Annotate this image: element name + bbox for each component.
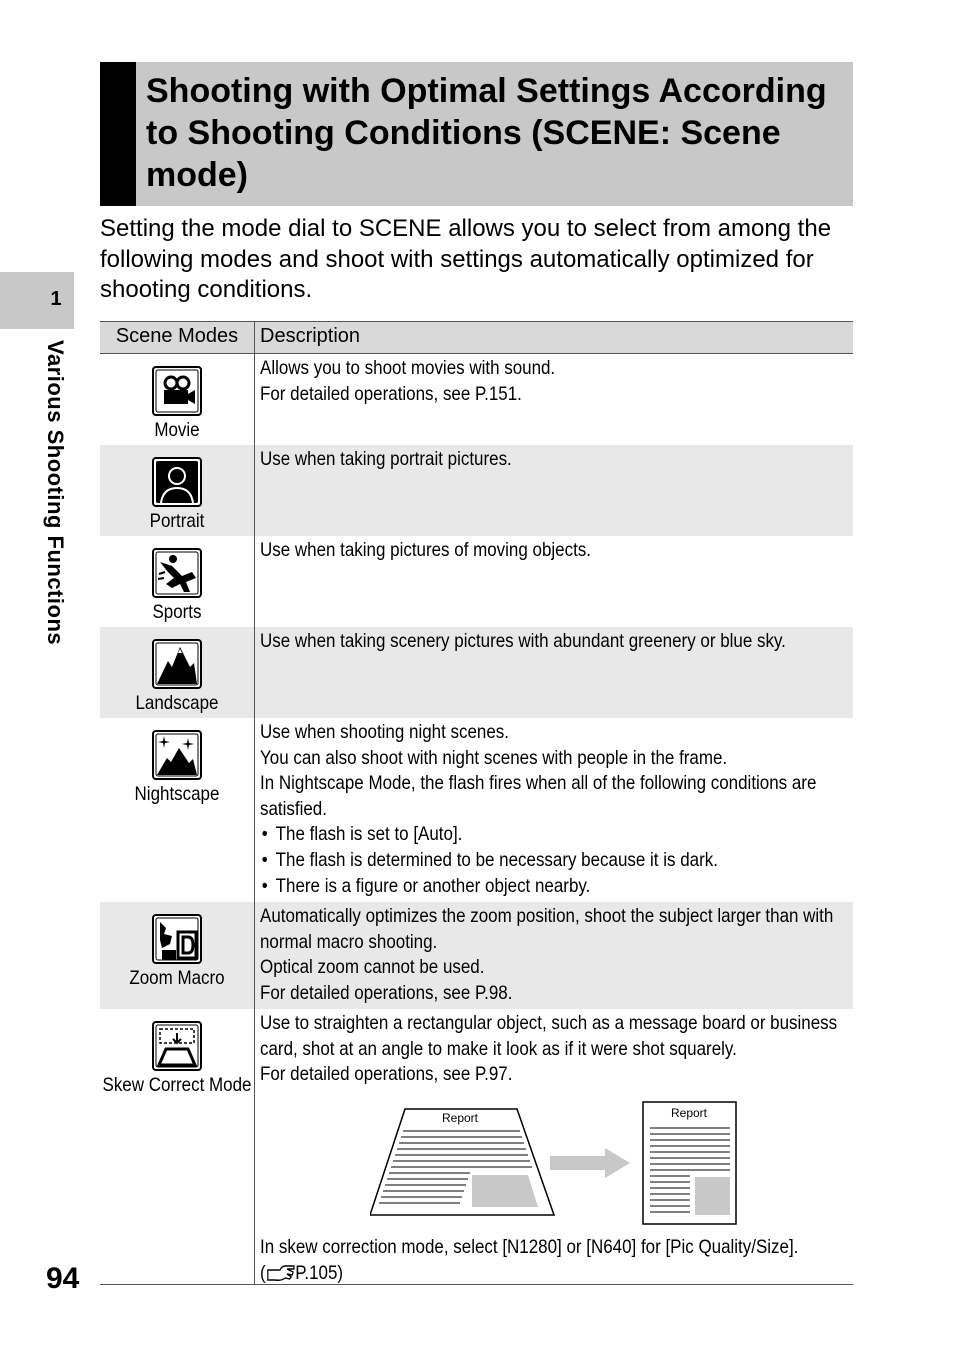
- description-cell: [260, 356, 852, 407]
- column-divider: [254, 321, 255, 1285]
- pointing-hand-icon: [266, 1262, 296, 1282]
- heading-bar: [100, 62, 136, 206]
- header-scene-modes: Scene Modes: [115, 325, 239, 347]
- table-row: [100, 536, 853, 627]
- sports-runner-icon: [152, 548, 202, 598]
- description-line: In Nightscape Mode, the flash fires when all of the following conditions are satisfied.: [260, 772, 817, 820]
- skewed-document-before: [370, 1109, 554, 1215]
- mode-cell: [100, 730, 254, 807]
- chapter-title-vertical: [38, 340, 78, 690]
- list-item: • The flash is determined to be necessary because it is dark.: [260, 848, 852, 874]
- nightscape-icon: [152, 730, 202, 780]
- mode-cell: [100, 548, 254, 625]
- table-header: [100, 321, 853, 354]
- description-cell: [260, 1011, 852, 1284]
- header-description: Description: [260, 325, 361, 347]
- report-label-after: Report: [670, 1106, 708, 1120]
- mode-label: Zoom Macro: [129, 967, 225, 989]
- arrow-right-icon: [550, 1148, 630, 1178]
- mode-cell: [100, 366, 254, 443]
- description-line: Automatically optimizes the zoom position, shoot the subject larger than with normal macro shooting.: [260, 905, 834, 953]
- intro-paragraph: Setting the mode dial to SCENE allows you to select from among the following modes and shoot with settings automatically optimized for shooting conditions.: [100, 215, 832, 303]
- description-cell: [260, 447, 852, 473]
- mode-cell: [100, 457, 254, 534]
- table-row: [100, 902, 853, 1009]
- conditions-list: [260, 822, 852, 899]
- report-label-before: Report: [441, 1111, 479, 1125]
- description-cell: [260, 720, 852, 899]
- page-reference-number: P.105: [295, 1261, 338, 1284]
- description-line: For detailed operations, see P.151.: [260, 382, 522, 405]
- table-row: [100, 627, 853, 718]
- description-cell: [260, 538, 852, 564]
- table-row: [100, 718, 853, 902]
- page-number: 94: [46, 1262, 80, 1295]
- mode-cell: [100, 914, 254, 991]
- skew-correction-illustration: [370, 1101, 740, 1227]
- mode-label: Movie: [154, 419, 200, 441]
- scene-mode-table: [100, 321, 853, 1285]
- description-line: Optical zoom cannot be used.: [260, 956, 485, 979]
- corrected-document-after: [643, 1102, 736, 1224]
- page-title: Shooting with Optimal Settings According to Shooting Conditions (SCENE: Scene mode): [146, 72, 827, 194]
- mode-label: Nightscape: [134, 783, 220, 805]
- mode-label: Portrait: [149, 510, 205, 532]
- portrait-icon: [152, 457, 202, 507]
- description-cell: [260, 629, 852, 655]
- description-cell: [260, 904, 852, 1006]
- description-line: You can also shoot with night scenes with people in the frame.: [260, 746, 728, 769]
- description-line: For detailed operations, see P.98.: [260, 981, 513, 1004]
- description-line: For detailed operations, see P.97.: [260, 1063, 513, 1086]
- chapter-title: Various Shooting Functions: [43, 340, 68, 646]
- mode-cell: [100, 1021, 254, 1098]
- list-item: • There is a figure or another object nearby.: [260, 874, 852, 900]
- skew-correct-icon: [152, 1021, 202, 1071]
- list-item: • The flash is set to [Auto].: [260, 822, 852, 848]
- description-line: Use when taking pictures of moving objects.: [260, 539, 591, 561]
- description-line: Use when taking portrait pictures.: [260, 448, 512, 470]
- table-row: [100, 1009, 853, 1285]
- skew-footer-note: In skew correction mode, select [N1280] or [N640] for [Pic Quality/Size].: [260, 1236, 799, 1258]
- mode-label: Sports: [152, 601, 202, 623]
- table-bottom-rule: [100, 1284, 853, 1285]
- description-line: Use when taking scenery pictures with abundant greenery or blue sky.: [260, 630, 786, 652]
- mode-cell: [100, 639, 254, 716]
- mode-label: Landscape: [135, 692, 219, 714]
- table-row: [100, 445, 853, 536]
- table-row: [100, 354, 853, 445]
- zoom-macro-icon: [152, 914, 202, 964]
- section-heading: [100, 62, 853, 206]
- mode-label: Skew Correct Mode: [102, 1074, 252, 1096]
- movie-camera-icon: [152, 366, 202, 416]
- description-line: Allows you to shoot movies with sound.: [260, 357, 556, 379]
- description-line: Use to straighten a rectangular object, such as a message board or business card, shot at an angle to make it look as if it were shot squarely.: [260, 1012, 838, 1060]
- landscape-mountain-icon: [152, 639, 202, 689]
- page-reference: ( P.105): [260, 1261, 344, 1284]
- chapter-number: 1: [50, 288, 62, 310]
- description-line: Use when shooting night scenes.: [260, 721, 509, 743]
